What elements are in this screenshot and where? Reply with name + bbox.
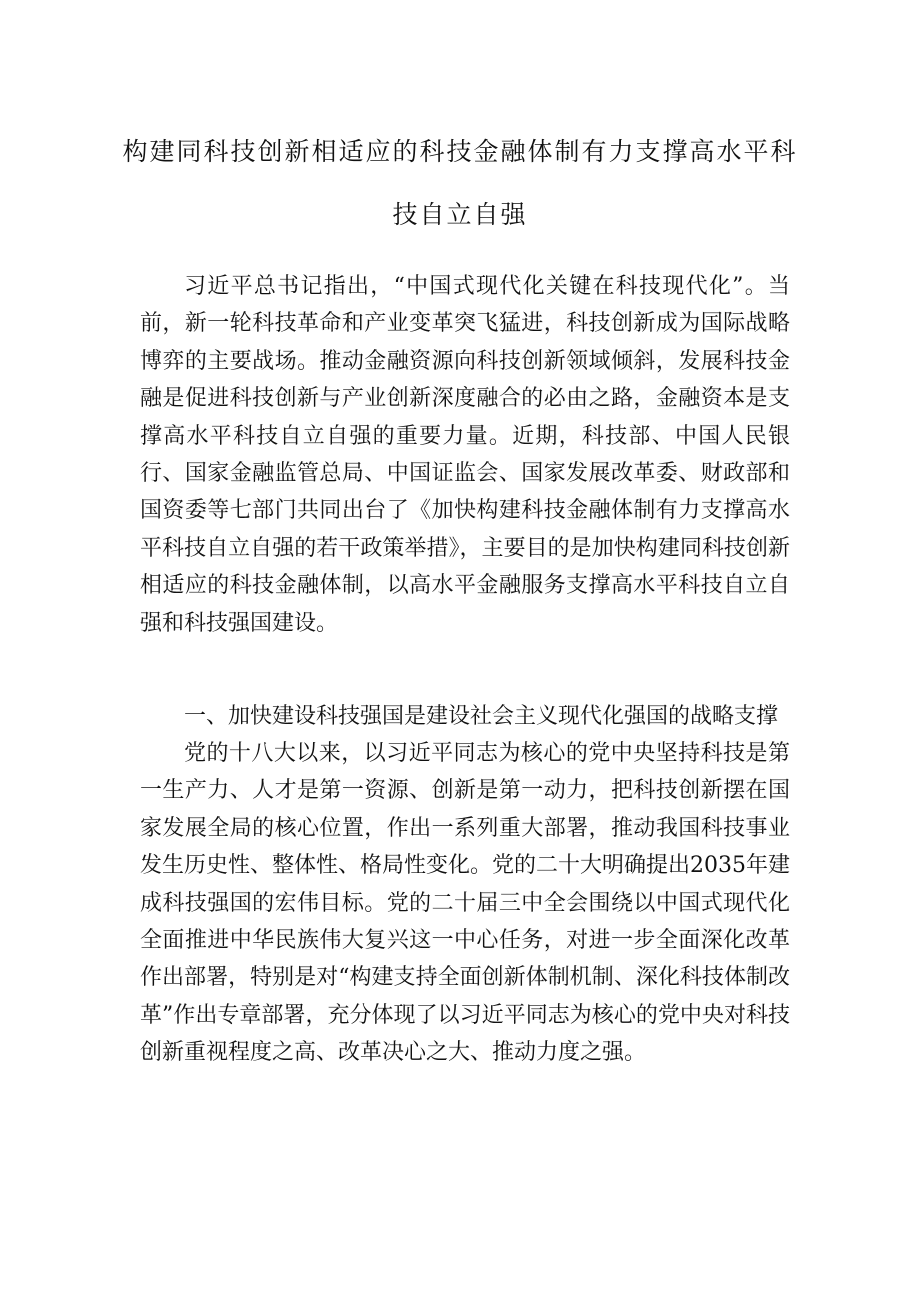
body-paragraph-2: 党的十八大以来，以习近平同志为核心的党中央坚持科技是第一生产力、人才是第一资源、创新是第一动力，把科技创新摆在国家发展全局的核心位置，作出一系列重大部署，推动我国科技事业发生历史性、整体性、格局性变化。党的二十大明确提出2035年建成科技强国的宏伟目标。党的二十届三中全会围绕以中国式现代化全面推进中华民族伟大复兴这一中心任务，对进一步全面深化改革作出部署，特别是对“构建支持全面创新体制机制、深化科技体制改革”作出专章部署，充分体现了以习近平同志为核心的党中央对科技创新重视程度之高、改革决心之大、推动力度之强。	[140, 741, 790, 1066]
body-paragraph-1: 习近平总书记指出，“中国式现代化关键在科技现代化”。当前，新一轮科技革命和产业变革突飞猛进，科技创新成为国际战略博弈的主要战场。推动金融资源向科技创新领域倾斜，发展科技金融是促进科技创新与产业创新深度融合的必由之路，金融资本是支撑高水平科技自立自强的重要力量。近期，科技部、中国人民银行、国家金融监管总局、中国证监会、国家发展改革委、财政部和国资委等七部门共同出台了《加快构建科技金融体制有力支撑高水平科技自立自强的若干政策举措》，主要目的是加快构建同科技创新相适应的科技金融体制，以高水平金融服务支撑高水平科技自立自强和科技强国建设。	[140, 274, 790, 636]
section-heading-1: 一、加快建设科技强国是建设社会主义现代化强国的战略支撑	[184, 704, 779, 729]
document-title-line-1: 构建同科技创新相适应的科技金融体制有力支撑高水平科	[122, 137, 798, 166]
document-title-line-2: 技自立自强	[392, 200, 528, 229]
